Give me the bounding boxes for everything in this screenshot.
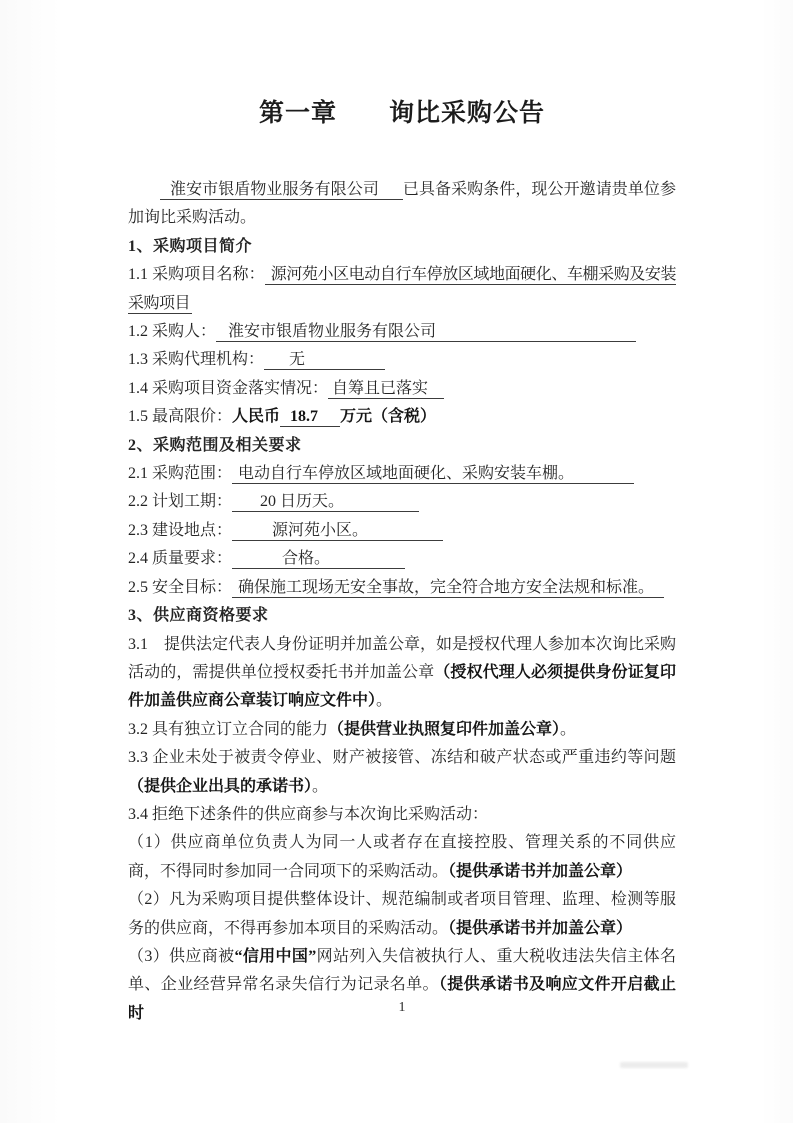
section-3-heading: 3、供应商资格要求	[128, 607, 269, 625]
field-label: 2.3 建设地点：	[128, 521, 233, 539]
document-content	[128, 96, 676, 1028]
section-1-heading: 1、采购项目简介	[128, 237, 253, 255]
page-number: 1	[398, 1000, 406, 1015]
clause-bold-note: （授权代理人必须提供身份证复印件加盖供应商公章装订响应文件中）	[128, 663, 676, 710]
currency-suffix: 万元（含税）	[340, 408, 437, 426]
field-label: 2.2 计划工期：	[128, 493, 233, 511]
clause-bold-note: （提供营业执照复印件加盖公章）	[328, 720, 561, 738]
field-label: 1.1 采购项目名称：	[128, 266, 265, 284]
scope-value: 电动自行车停放区域地面硬化、采购安装车棚。	[232, 465, 634, 484]
safety-value: 确保施工现场无安全事故，完全符合地方安全法规和标准。	[232, 579, 664, 598]
clause-text: 。	[376, 692, 393, 710]
clause-bold-note: （提供企业出具的承诺书）	[128, 777, 313, 795]
field-label: 1.2 采购人：	[128, 323, 217, 341]
field-label: 1.4 采购项目资金落实情况：	[128, 379, 329, 397]
clause-3-4	[128, 801, 676, 829]
clause-3-1	[128, 631, 676, 716]
field-label: 2.5 安全目标：	[128, 578, 233, 596]
field-funding	[128, 375, 676, 403]
field-agency	[128, 346, 676, 374]
intro-text: 已具备采购条件，现公开邀请贵单位参加询比采购活动。	[128, 181, 676, 227]
field-safety	[128, 574, 676, 602]
purchaser-value: 淮安市银盾物业服务有限公司	[216, 323, 636, 342]
field-quality	[128, 545, 676, 573]
credit-china-bold: “信用中国”	[234, 947, 317, 965]
funding-value: 自筹且已落实	[328, 380, 444, 399]
agency-value: 无	[264, 351, 385, 370]
clause-text: （3）供应商被	[128, 947, 235, 965]
field-schedule	[128, 488, 676, 516]
currency-prefix: 人民币	[232, 408, 281, 426]
field-label: 2.4 质量要求：	[128, 550, 233, 568]
scan-artifact	[620, 1062, 688, 1068]
clause-text: 3.1 提供法定代表人身份证明并加盖公章，如是授权代理人参加本次询比采购活动的，需提供单位授权委托书并加盖公章	[128, 635, 677, 681]
field-scope	[128, 460, 676, 488]
field-location	[128, 517, 676, 545]
price-cap-value: 18.7	[280, 408, 340, 427]
clause-3-2	[128, 716, 676, 744]
chapter-title: 第一章 询比采购公告	[258, 100, 545, 127]
purchaser-name-underlined: 淮安市银盾物业服务有限公司	[160, 181, 403, 200]
clause-text: 3.3 企业未处于被责令停业、财产被接管、冻结和破产状态或严重违约等问题	[128, 749, 676, 767]
clause-text: 3.2 具有独立订立合同的能力	[128, 720, 329, 738]
intro-paragraph	[128, 176, 676, 233]
field-purchaser	[128, 318, 676, 346]
clause-bold-note: （提供承诺书并加盖公章）	[448, 862, 633, 880]
field-project-name	[128, 261, 676, 318]
clause-3-3	[128, 744, 676, 801]
project-name-value: 源河苑小区电动自行车停放区域地面硬化、车棚采购及安装采购项目	[128, 266, 676, 312]
field-label: 1.3 采购代理机构：	[128, 351, 265, 369]
quality-value: 合格。	[232, 550, 405, 569]
clause-text: 。	[312, 777, 329, 795]
clause-text: （2）凡为采购项目提供整体设计、规范编制或者项目管理、监理、检测等服务的供应商，不得再参加本项目的采购活动。	[128, 891, 676, 937]
clause-3-4-item-2	[128, 886, 676, 943]
clause-bold-note: （提供承诺书及响应文件开启截止时	[128, 976, 676, 1022]
clause-text: 3.4 拒绝下述条件的供应商参与本次询比采购活动：	[128, 805, 489, 823]
clause-3-4-item-1	[128, 829, 676, 886]
clause-text: 。	[560, 720, 577, 738]
clause-bold-note: （提供承诺书并加盖公章）	[448, 919, 633, 937]
location-value: 源河苑小区。	[232, 522, 443, 541]
schedule-value: 20 日历天。	[232, 493, 419, 512]
clause-text: 网站列入失信被执行人、重大税收违法失信主体名单、企业经营异常名录失信行为记录名单。	[128, 947, 676, 994]
field-label: 2.1 采购范围：	[128, 465, 233, 483]
section-2-heading: 2、采购范围及相关要求	[128, 436, 302, 454]
field-price-cap	[128, 403, 676, 431]
clause-text: （1）供应商单位负责人为同一人或者存在直接控股、管理关系的不同供应商，不得同时参加同一合同项下的采购活动。	[128, 834, 676, 880]
field-label: 1.5 最高限价：	[128, 408, 233, 426]
